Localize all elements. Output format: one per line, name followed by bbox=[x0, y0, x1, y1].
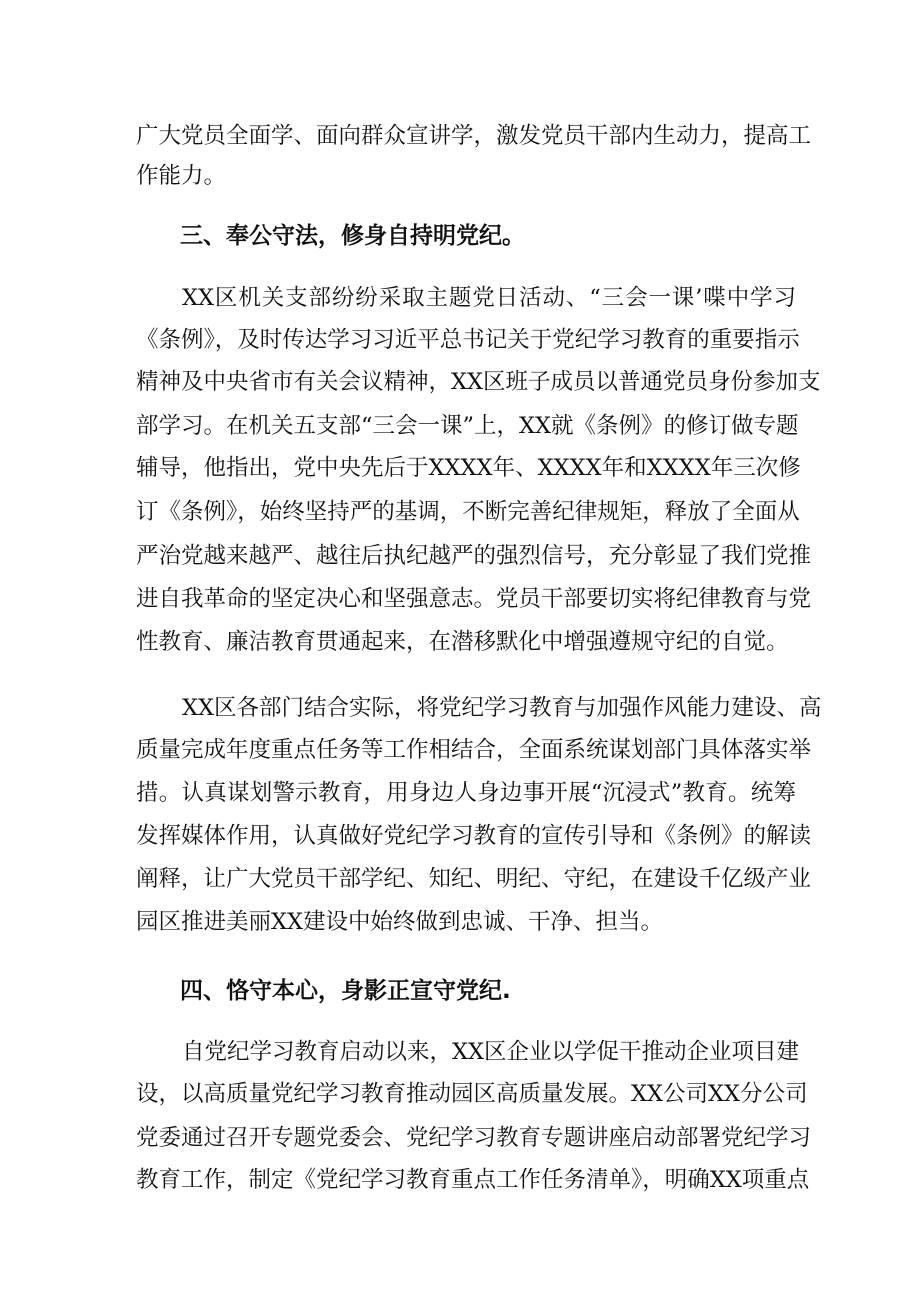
paragraph-2-line-7: 严治党越来越严、越往后执纪越严的强烈信号，充分彰显了我们党推 bbox=[136, 543, 812, 569]
paragraph-3-line-3: 措。认真谋划警示教育，用身边人身边事开展“沉浸式”教育。统筹 bbox=[136, 780, 796, 806]
paragraph-4-line-3: 党委通过召开专题党委会、党纪学习教育专题讲座启动部署党纪学习 bbox=[136, 1125, 812, 1151]
paragraph-2-line-5: 辅导，他指出，党中央先后于XXXX年、XXXX年和XXXX年三次修 bbox=[136, 455, 801, 481]
paragraph-2-line-2: 《条例》，及时传达学习习近平总书记关于党纪学习教育的重要指示 bbox=[136, 327, 800, 353]
paragraph-2-line-8: 进自我革命的坚定决心和坚强意志。党员干部要切实将纪律教育与党 bbox=[136, 586, 812, 612]
paragraph-3-line-1: XX区各部门结合实际，将党纪学习教育与加强作风能力建设、高 bbox=[182, 695, 822, 721]
paragraph-2-line-4: 部学习。在机关五支部“三会一课”上，XX就《条例》的修订做专题 bbox=[136, 413, 799, 439]
paragraph-4-line-4: 教育工作，制定《党纪学习教育重点工作任务清单》，明确XX项重点 bbox=[136, 1167, 810, 1193]
paragraph-3-line-2: 质量完成年度重点任务等工作相结合，全面系统谋划部门具体落实举 bbox=[136, 737, 812, 763]
paragraph-4-line-2: 设，以高质量党纪学习教育推动园区高质量发展。XX公司XX分公司 bbox=[136, 1081, 808, 1107]
paragraph-1-line-1: 广大党员全面学、面向群众宣讲学，激发党员干部内生动力，提高工 bbox=[136, 123, 812, 149]
section-heading-3: 三、奉公守法，修身自持明党纪。 bbox=[180, 223, 525, 249]
paragraph-2-line-6: 订《条例》，始终坚持严的基调，不断完善纪律规矩，释放了全面从 bbox=[136, 499, 800, 525]
section-heading-4: 四、恪守本心，身影正宣守党纪. bbox=[180, 978, 511, 1004]
paragraph-3-line-4: 发挥媒体作用，认真做好党纪学习教育的宣传引导和《条例》的解读 bbox=[136, 823, 812, 849]
paragraph-3-line-5: 阐释，让广大党员干部学纪、知纪、明纪、守纪，在建设千亿级产业 bbox=[136, 866, 812, 892]
paragraph-2-line-9: 性教育、廉洁教育贯通起来，在潜移默化中增强遵规守纪的自觉。 bbox=[136, 629, 789, 655]
paragraph-3-line-6: 园区推进美丽XX建设中始终做到忠诚、干净、担当。 bbox=[136, 909, 664, 935]
paragraph-4-line-1: 自党纪学习教育启动以来，XX区企业以学促干推动企业项目建 bbox=[182, 1039, 800, 1065]
paragraph-2-line-1: XX区机关支部纷纷采取主题党日活动、“三会一课’喋中学习 bbox=[182, 285, 796, 311]
paragraph-1-line-2: 作能力。 bbox=[136, 163, 227, 189]
paragraph-2-line-3: 精神及中央省市有关会议精神，XX区班子成员以普通党员身份参加支 bbox=[136, 369, 821, 395]
